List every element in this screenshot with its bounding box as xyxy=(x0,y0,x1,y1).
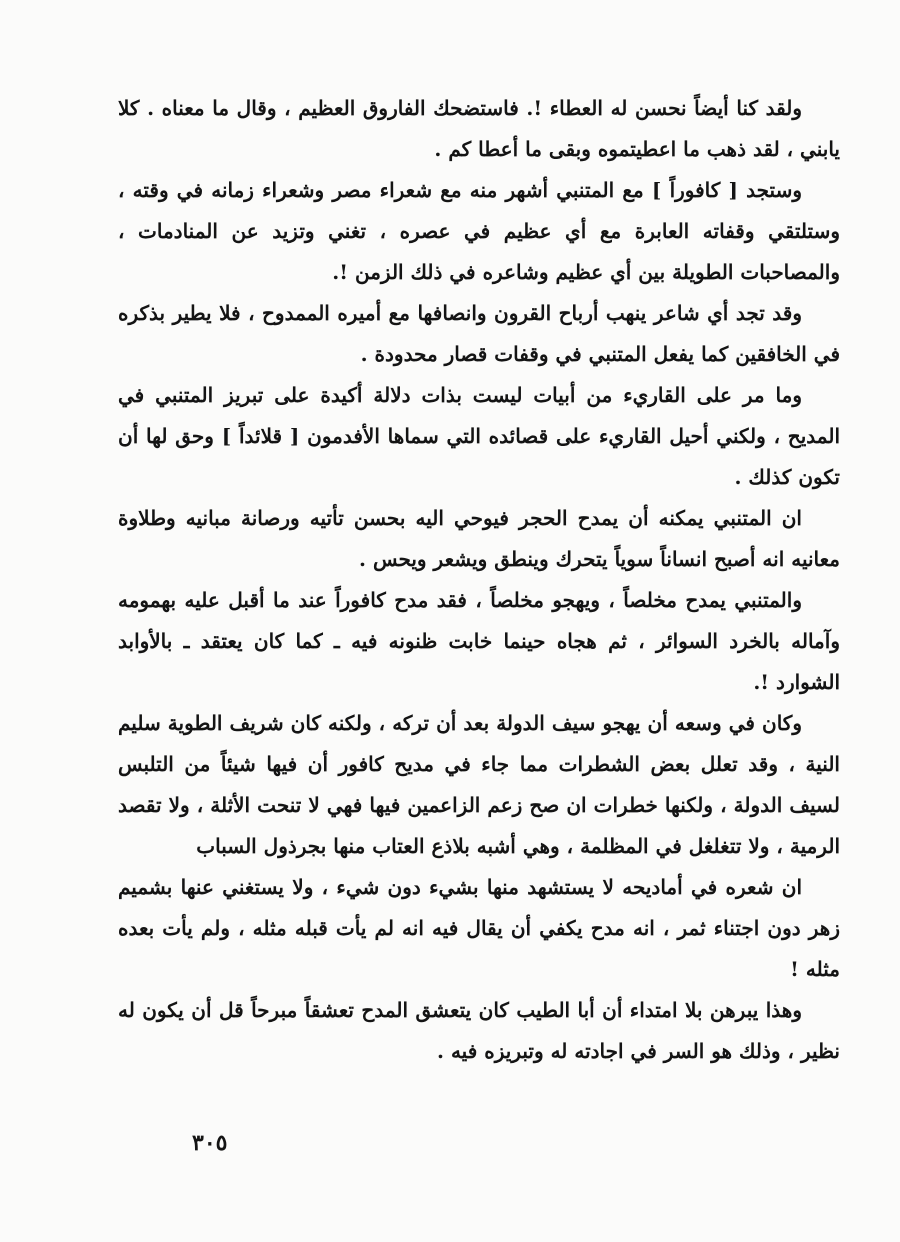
paragraph-7: وكان في وسعه أن يهجو سيف الدولة بعد أن تركه ، ولكنه كان شريف الطوية سليم النية ، وقد تعلل بعض الشطرات مما جاء في مديح كافور أن فيها شيئاً من التلبس لسيف الدولة ، ولكنها خطرات ان صح زعم الزاعمين فيها فهي لا تنحت الأثلة ، ولا تقصد الرمية ، ولا تتغلغل في المظلمة ، وهي أشبه بلاذع العتاب منها بجرذول السباب xyxy=(118,711,840,858)
paragraph-9: وهذا يبرهن بلا امتداء أن أبا الطيب كان يتعشق المدح تعشقاً مبرحاً قل أن يكون له نظير ، وذلك هو السر في اجادته له وتبريزه فيه . xyxy=(118,998,840,1063)
paragraph-3: وقد تجد أي شاعر ينهب أرباح القرون وانصافها مع أميره الممدوح ، فلا يطير بذكره في الخافقين كما يفعل المتنبي في وقفات قصار محدودة . xyxy=(118,301,840,366)
paragraph-8: ان شعره في أماديحه لا يستشهد منها بشيء دون شيء ، ولا يستغني عنها بشميم زهر دون اجتناء ثمر ، انه مدح يكفي أن يقال فيه انه لم يأت قبله مثله ، ولم يأت بعده مثله ! xyxy=(118,875,840,981)
body-text xyxy=(118,88,840,1072)
paragraph-4: وما مر على القاريء من أبيات ليست بذات دلالة أكيدة على تبريز المتنبي في المديح ، ولكني أحيل القاريء على قصائده التي سماها الأفدمون [ قلائداً ] وحق لها أن تكون كذلك . xyxy=(118,383,840,489)
paragraph-2: وستجد [ كافوراً ] مع المتنبي أشهر منه مع شعراء مصر وشعراء زمانه في وقته ، وستلتقي وقفاته العابرة مع أي عظيم في عصره ، تغني وتزيد عن المنادمات ، والمصاحبات الطويلة بين أي عظيم وشاعره في ذلك الزمن !. xyxy=(118,178,840,284)
paragraph-1: ولقد كنا أيضاً نحسن له العطاء !. فاستضحك الفاروق العظيم ، وقال ما معناه . كلا يابني ، لقد ذهب ما اعطيتموه وبقى ما أعطا كم . xyxy=(118,96,840,161)
page-number: ٣٠٥ xyxy=(192,1130,228,1156)
paragraph-6: والمتنبي يمدح مخلصاً ، ويهجو مخلصاً ، فقد مدح كافوراً عند ما أقبل عليه بهمومه وآماله بالخرد السوائر ، ثم هجاه حينما خابت ظنونه فيه ـ كما كان يعتقد ـ بالأوابد الشوارد !. xyxy=(118,588,840,694)
paragraph-5: ان المتنبي يمكنه أن يمدح الحجر فيوحي اليه بحسن تأتيه ورصانة مبانيه وطلاوة معانيه انه أصبح انساناً سوياً يتحرك وينطق ويشعر ويحس . xyxy=(118,506,840,571)
